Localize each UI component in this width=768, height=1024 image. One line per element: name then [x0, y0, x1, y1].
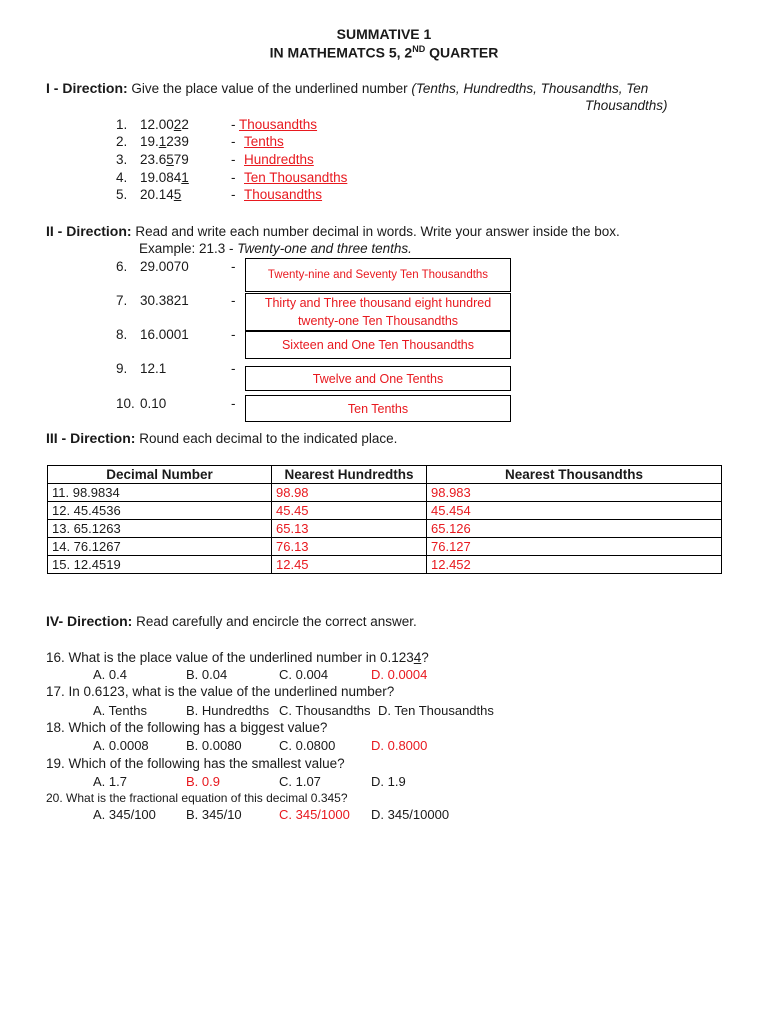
- choice[interactable]: A. 345/100: [93, 807, 156, 822]
- item-dash: -: [231, 259, 236, 274]
- example-text: Example: 21.3 -: [139, 241, 238, 256]
- table-cell: 65.126: [427, 520, 722, 538]
- item-value: 16.0001: [140, 327, 189, 342]
- part2-label: II - Direction:: [46, 223, 132, 239]
- choice-correct[interactable]: B. 0.9: [186, 774, 220, 789]
- title-text: IN MATHEMATCS 5, 2: [269, 44, 413, 61]
- part1-direction: [46, 80, 648, 96]
- choice[interactable]: A. 1.7: [93, 774, 127, 789]
- answer-box: Twenty-nine and Seventy Ten Thousandths: [245, 258, 511, 292]
- part2-example: [139, 241, 412, 256]
- choice[interactable]: A. 0.0008: [93, 738, 149, 753]
- item-dash: -: [231, 361, 236, 376]
- table-cell: 14. 76.1267: [48, 538, 272, 556]
- item-dash: -: [231, 187, 236, 202]
- part1-text: Give the place value of the underlined number: [127, 81, 412, 96]
- choice[interactable]: B. Hundredths: [186, 703, 270, 718]
- item-number: 5.: [116, 187, 128, 202]
- item-answer: Thousandths: [244, 187, 323, 202]
- list-item: [116, 396, 236, 411]
- table-cell: 12.45: [272, 556, 427, 574]
- item-value: 19.1239: [140, 134, 189, 149]
- table-cell: 11. 98.9834: [48, 484, 272, 502]
- table-cell: 65.13: [272, 520, 427, 538]
- table-row: [48, 556, 722, 574]
- answer-box: Thirty and Three thousand eight hundred twenty-one Ten Thousandths: [245, 293, 511, 331]
- rounding-table: [47, 465, 722, 574]
- choice[interactable]: D. 1.9: [371, 774, 406, 789]
- part1-italic-1: (Tenths, Hundredths, Thousandths, Ten: [411, 81, 649, 96]
- choice[interactable]: D. 345/10000: [371, 807, 450, 822]
- choice[interactable]: A. 0.4: [93, 667, 127, 682]
- item-answer: Ten Thousandths: [244, 170, 348, 185]
- title-line-2: [0, 44, 768, 61]
- item-value: 23.6579: [140, 152, 189, 167]
- list-item: [116, 187, 323, 202]
- item-value: 19.0841: [140, 170, 189, 185]
- item-number: 3.: [116, 152, 128, 167]
- table-cell: 45.454: [427, 502, 722, 520]
- choice[interactable]: D. Ten Thousandths: [378, 703, 494, 718]
- column-header: Nearest Thousandths: [427, 466, 722, 484]
- part3-text: Round each decimal to the indicated place.: [135, 431, 398, 446]
- item-answer: Tenths: [244, 134, 284, 149]
- table-row: [48, 520, 722, 538]
- list-item: [116, 117, 318, 132]
- answer-box: Twelve and One Tenths: [245, 366, 511, 391]
- item-dash: -: [231, 134, 236, 149]
- column-header: Nearest Hundredths: [272, 466, 427, 484]
- table-cell: 12. 45.4536: [48, 502, 272, 520]
- choice[interactable]: B. 0.04: [186, 667, 228, 682]
- item-number: 2.: [116, 134, 128, 149]
- part1-italic-2: Thousandths): [585, 98, 668, 113]
- example-italic: Twenty-one and three tenths.: [237, 241, 412, 256]
- choice-correct[interactable]: D. 0.8000: [371, 738, 428, 753]
- choice-correct[interactable]: C. 345/1000: [279, 807, 350, 822]
- part4-direction: [46, 613, 417, 629]
- table-cell: 12.452: [427, 556, 722, 574]
- choice[interactable]: C. 0.004: [279, 667, 329, 682]
- choice[interactable]: C. 0.0800: [279, 738, 336, 753]
- choice-correct[interactable]: D. 0.0004: [371, 667, 428, 682]
- item-number: 7.: [116, 293, 128, 308]
- column-header: Decimal Number: [48, 466, 272, 484]
- part3-direction: [46, 430, 397, 446]
- list-item: [116, 152, 314, 167]
- question-18: 18. Which of the following has a biggest value?: [46, 720, 328, 735]
- question-19: 19. Which of the following has the smallest value?: [46, 756, 345, 771]
- choice[interactable]: A. Tenths: [93, 703, 147, 718]
- choice[interactable]: B. 0.0080: [186, 738, 242, 753]
- list-item: [116, 259, 236, 274]
- item-number: 4.: [116, 170, 128, 185]
- item-value: 20.145: [140, 187, 182, 202]
- list-item: [116, 134, 284, 149]
- choice[interactable]: B. 345/10: [186, 807, 242, 822]
- part2-text: Read and write each number decimal in words. Write your answer inside the box.: [131, 224, 620, 239]
- part3-label: III - Direction:: [46, 430, 136, 446]
- answer-box: Ten Tenths: [245, 395, 511, 422]
- item-dash: -: [231, 152, 236, 167]
- title-superscript: ND: [412, 44, 426, 54]
- table-cell: 13. 65.1263: [48, 520, 272, 538]
- item-number: 6.: [116, 259, 128, 274]
- item-dash: -: [231, 293, 236, 308]
- table-cell: 76.127: [427, 538, 722, 556]
- item-value: 0.10: [140, 396, 167, 411]
- item-dash: -: [231, 117, 236, 132]
- item-number: 10.: [116, 396, 135, 411]
- list-item: [116, 327, 236, 342]
- question-17: 17. In 0.6123, what is the value of the underlined number?: [46, 684, 395, 699]
- item-number: 9.: [116, 361, 128, 376]
- choice[interactable]: C. 1.07: [279, 774, 321, 789]
- item-answer: Hundredths: [244, 152, 314, 167]
- choice[interactable]: C. Thousandths: [279, 703, 371, 718]
- table-row: [48, 484, 722, 502]
- table-row: [48, 538, 722, 556]
- table-cell: 98.98: [272, 484, 427, 502]
- item-dash: -: [231, 327, 236, 342]
- item-value: 30.3821: [140, 293, 189, 308]
- item-dash: -: [231, 396, 236, 411]
- title-line-1: SUMMATIVE 1: [336, 26, 432, 42]
- table-cell: 76.13: [272, 538, 427, 556]
- table-cell: 98.983: [427, 484, 722, 502]
- question-20: 20. What is the fractional equation of this decimal 0.345?: [46, 791, 348, 805]
- part1-label: I - Direction:: [46, 80, 128, 96]
- answer-box: Sixteen and One Ten Thousandths: [245, 331, 511, 359]
- list-item: [116, 361, 236, 376]
- item-value: 12.1: [140, 361, 167, 376]
- item-number: 1.: [116, 117, 128, 132]
- item-answer: Thousandths: [239, 117, 318, 132]
- table-row: [48, 502, 722, 520]
- list-item: [116, 170, 348, 185]
- table-header-row: [48, 466, 722, 484]
- part4-label: IV- Direction:: [46, 613, 133, 629]
- question-16: 16. What is the place value of the underlined number in 0.1234?: [46, 650, 429, 665]
- part2-direction: [46, 223, 620, 239]
- title-text-end: QUARTER: [425, 44, 499, 61]
- table-cell: 15. 12.4519: [48, 556, 272, 574]
- list-item: [116, 293, 236, 308]
- item-dash: -: [231, 170, 236, 185]
- part4-text: Read carefully and encircle the correct answer.: [132, 614, 417, 629]
- table-cell: 45.45: [272, 502, 427, 520]
- item-value: 29.0070: [140, 259, 189, 274]
- item-value: 12.0022: [140, 117, 189, 132]
- item-number: 8.: [116, 327, 128, 342]
